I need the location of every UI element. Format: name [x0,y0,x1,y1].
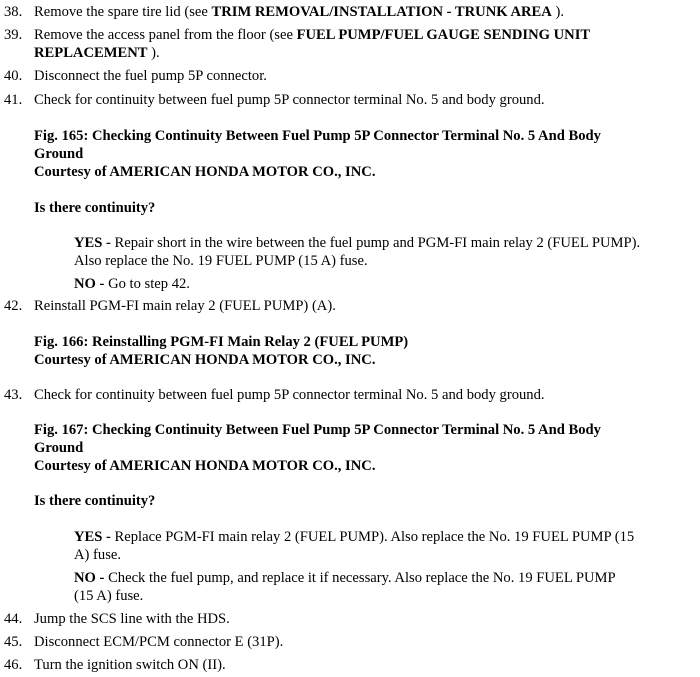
yes-answer [74,528,634,546]
step-text-end: ). [551,4,564,20]
step-number: 43. [4,387,23,403]
no-label: NO - [74,570,109,586]
figure-caption-continued: Ground [34,440,84,456]
figure-courtesy: Courtesy of AMERICAN HONDA MOTOR CO., INC. [34,352,376,368]
yes-text: Replace PGM-FI main relay 2 (FUEL PUMP). Also replace the No. 19 FUEL PUMP (15 [114,529,635,545]
step-number: 46. [4,657,23,673]
yes-answer [74,234,640,252]
step-text: Remove the spare tire lid (see [34,4,212,20]
yes-text: Repair short in the wire between the fuel pump and PGM-FI main relay 2 (FUEL PUMP). [114,235,641,251]
step-number: 38. [4,4,23,20]
figure-courtesy: Courtesy of AMERICAN HONDA MOTOR CO., INC. [34,164,376,180]
step-text: Check for continuity between fuel pump 5P connector terminal No. 5 and body ground. [34,92,545,108]
step-text: Turn the ignition switch ON (II). [34,657,226,673]
step-text-end: ). [147,45,160,61]
step-text: Disconnect the fuel pump 5P connector. [34,68,267,84]
no-answer-continued: (15 A) fuse. [74,588,144,604]
step-number: 42. [4,298,23,314]
no-answer [74,569,616,587]
no-answer [74,275,190,293]
step-reference-continued: REPLACEMENT [34,45,148,61]
step-text: Reinstall PGM-FI main relay 2 (FUEL PUMP) (A). [34,298,336,314]
step-number: 39. [4,27,23,43]
step-text: Disconnect ECM/PCM connector E (31P). [34,634,284,650]
step-number: 44. [4,611,23,627]
step-text: Check for continuity between fuel pump 5P connector terminal No. 5 and body ground. [34,387,545,403]
question-heading: Is there continuity? [34,200,156,216]
step-number: 40. [4,68,23,84]
step-reference: FUEL PUMP/FUEL GAUGE SENDING UNIT [296,27,591,43]
step-reference: TRIM REMOVAL/INSTALLATION - TRUNK AREA [211,4,552,20]
no-text: Go to step 42. [108,276,190,292]
yes-answer-continued: A) fuse. [74,547,122,563]
figure-courtesy: Courtesy of AMERICAN HONDA MOTOR CO., INC. [34,458,376,474]
step-text: Jump the SCS line with the HDS. [34,611,230,627]
question-heading: Is there continuity? [34,493,156,509]
figure-caption: Fig. 166: Reinstalling PGM-FI Main Relay 2 (FUEL PUMP) [34,334,409,350]
yes-label: YES - [74,529,115,545]
yes-label: YES - [74,235,115,251]
step-number: 41. [4,92,23,108]
figure-caption-continued: Ground [34,146,84,162]
no-text: Check the fuel pump, and replace it if necessary. Also replace the No. 19 FUEL PUMP [108,570,616,586]
no-label: NO - [74,276,109,292]
figure-caption: Fig. 167: Checking Continuity Between Fuel Pump 5P Connector Terminal No. 5 And Body [34,422,601,438]
step-number: 45. [4,634,23,650]
yes-answer-continued: Also replace the No. 19 FUEL PUMP (15 A) fuse. [74,253,368,269]
figure-caption: Fig. 165: Checking Continuity Between Fuel Pump 5P Connector Terminal No. 5 And Body [34,128,601,144]
step-text: Remove the access panel from the floor (see [34,27,297,43]
